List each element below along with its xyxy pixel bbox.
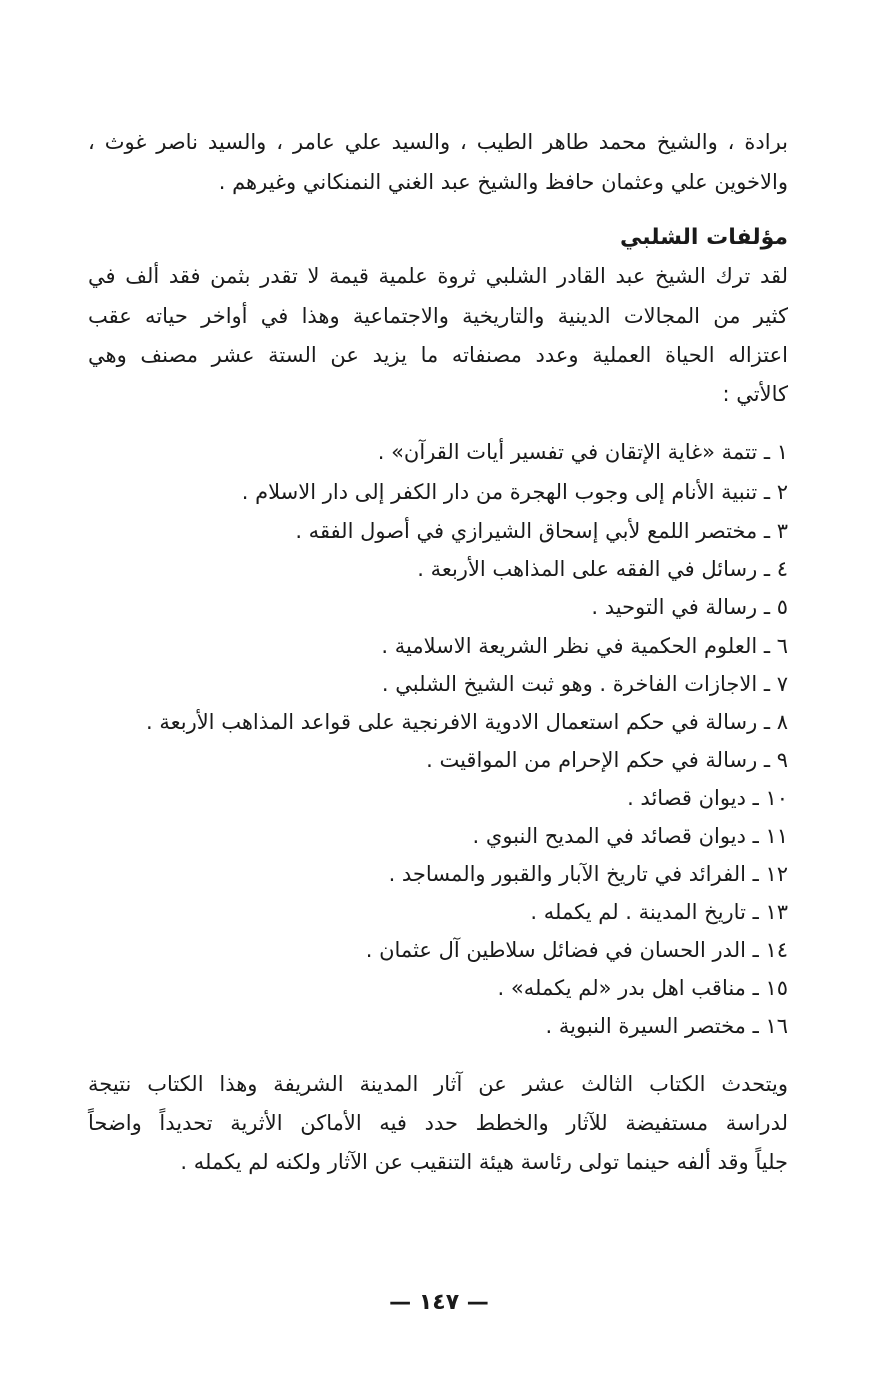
section-heading: مؤلفات الشلبي — [620, 225, 788, 250]
list-item: ١١ ـ ديوان قصائد في المديح النبوي . — [472, 824, 788, 848]
list-item: ٥ ـ رسالة في التوحيد . — [591, 595, 788, 619]
list-item: ٣ ـ مختصر اللمع لأبي إسحاق الشيرازي في أصول الفقه . — [295, 519, 788, 543]
list-item: ١ ـ تتمة «غاية الإتقان في تفسير أيات القرآن» . — [377, 440, 788, 464]
list-item: ١٦ ـ مختصر السيرة النبوية . — [545, 1014, 788, 1038]
list-item: ٩ ـ رسالة في حكم الإحرام من المواقيت . — [426, 748, 788, 772]
paragraph-line: كالأتي : — [722, 382, 788, 406]
intro-line: برادة ، والشيخ محمد طاهر الطيب ، والسيد علي عامر ، والسيد ناصر غوث ، — [88, 130, 788, 154]
list-item: ٤ ـ رسائل في الفقه على المذاهب الأربعة . — [417, 557, 788, 581]
closing-line: لدراسة مستفيضة للآثار والخطط حدد فيه الأماكن الأثرية تحديداً واضحاً — [88, 1111, 788, 1135]
intro-line: والاخوين علي وعثمان حافظ والشيخ عبد الغني النمنكاني وغيرهم . — [218, 170, 788, 194]
list-item: ١٥ ـ مناقب اهل بدر «لم يكمله» . — [497, 976, 788, 1000]
paragraph-line: اعتزاله الحياة العملية وعدد مصنفاته ما يزيد عن الستة عشر مصنف وهي — [88, 343, 788, 367]
list-item: ٨ ـ رسالة في حكم استعمال الادوية الافرنجية على قواعد المذاهب الأربعة . — [145, 710, 788, 734]
paragraph-line: كثير من المجالات الدينية والتاريخية والاجتماعية وهذا في أواخر حياته عقب — [88, 304, 788, 328]
list-item: ١٣ ـ تاريخ المدينة . لم يكمله . — [530, 900, 788, 924]
list-item: ١٢ ـ الفرائد في تاريخ الآبار والقبور والمساجد . — [388, 862, 788, 886]
paragraph-line: لقد ترك الشيخ عبد القادر الشلبي ثروة علمية قيمة لا تقدر بثمن فقد ألف في — [88, 264, 788, 288]
list-item: ٦ ـ العلوم الحكمية في نظر الشريعة الاسلامية . — [381, 634, 788, 658]
list-item: ٢ ـ تنبية الأنام إلى وجوب الهجرة من دار الكفر إلى دار الاسلام . — [241, 480, 788, 504]
list-item: ١٠ ـ ديوان قصائد . — [627, 786, 788, 810]
page-number: — ١٤٧ — — [389, 1290, 489, 1315]
list-item: ١٤ ـ الدر الحسان في فضائل سلاطين آل عثمان . — [365, 938, 788, 962]
closing-line: جلياً وقد ألفه حينما تولى رئاسة هيئة التنقيب عن الآثار ولكنه لم يكمله . — [180, 1150, 788, 1174]
list-item: ٧ ـ الاجازات الفاخرة . وهو ثبت الشيخ الشلبي . — [381, 672, 788, 696]
closing-line: ويتحدث الكتاب الثالث عشر عن آثار المدينة الشريفة وهذا الكتاب نتيجة — [88, 1072, 788, 1096]
